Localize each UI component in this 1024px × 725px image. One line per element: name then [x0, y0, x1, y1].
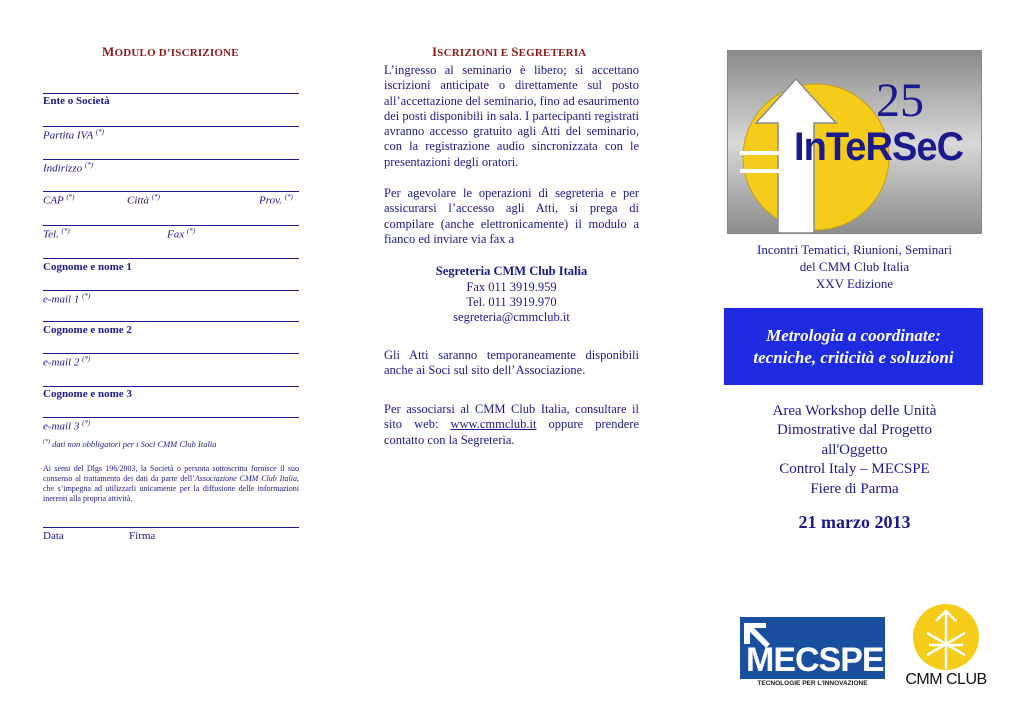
- field-line: [43, 386, 299, 387]
- intersec-logo-number: 25: [876, 74, 924, 127]
- field-line: [43, 225, 299, 226]
- firma-field[interactable]: Firma: [129, 530, 156, 542]
- email3-field[interactable]: e-mail 3 (*): [43, 419, 91, 433]
- secretariat-fax: Fax 011 3919.959: [466, 280, 557, 294]
- info-title: ISCRIZIONI E SEGRETERIA: [432, 44, 587, 59]
- field-line: [43, 321, 299, 322]
- venue-line-1: Area Workshop delle Unità: [772, 403, 937, 419]
- cmm-club-logo: [905, 603, 987, 693]
- partita-iva-field[interactable]: Partita IVA (*): [43, 128, 104, 142]
- topic-banner-line-1: Metrologia a coordinate:: [766, 325, 941, 345]
- prov-field[interactable]: Prov. (*): [259, 193, 293, 207]
- intersec-logo: [727, 50, 982, 234]
- cap-field[interactable]: CAP (*): [43, 193, 75, 207]
- field-line: [43, 527, 299, 528]
- info-paragraph-4: Per associarsi al CMM Club Italia, consultare il sito web: www.cmmclub.it oppure prendere contatto con la Segreteria.: [384, 402, 639, 447]
- mecspe-logo: [740, 617, 885, 689]
- field-line: [43, 417, 299, 418]
- form-title: MODULO D’ISCRIZIONE: [102, 44, 239, 59]
- topic-banner-line-2: tecniche, criticità e soluzioni: [753, 347, 954, 367]
- mecspe-logo-text: MECSPE: [746, 641, 884, 679]
- field-line: [43, 258, 299, 259]
- secretariat-name: Segreteria CMM Club Italia: [435, 264, 588, 278]
- info-paragraph-2: Per agevolare le operazioni di segreteria e per assicurarsi l’accesso agli Atti, si prega di compilare (anche elettronicamente) il modulo a fianco ed inviare via fax a: [384, 186, 639, 246]
- email2-field[interactable]: e-mail 2 (*): [43, 355, 91, 369]
- field-line: [43, 191, 299, 192]
- event-date: 21 marzo 2013: [798, 512, 911, 532]
- indirizzo-field[interactable]: Indirizzo (*): [43, 161, 94, 175]
- data-field[interactable]: Data: [43, 530, 64, 542]
- secretariat-tel: Tel. 011 3919.970: [466, 295, 557, 309]
- field-line: [43, 126, 299, 127]
- fax-field[interactable]: Fax (*): [167, 227, 196, 241]
- cmm-club-logo-text: CMM CLUB: [905, 671, 987, 688]
- venue-line-2: Dimostrative dal Progetto: [777, 422, 932, 438]
- website-link[interactable]: www.cmmclub.it: [450, 417, 537, 432]
- intersec-logo-text: InTeRSeC: [794, 125, 964, 169]
- venue-line-4: Control Italy – MECSPE: [779, 461, 930, 477]
- tel-field[interactable]: Tel. (*): [43, 227, 70, 241]
- info-paragraph-1: L’ingresso al seminario è libero; si accettano iscrizioni anticipate o direttamente sul posto all’accettazione del seminario, fino ad esaurimento dei posti disponibili in sala. I partecipanti registrati avranno accesso gratuito agli Atti del seminario, con la registrazione audio sincronizzata con le presentazioni degli oratori.: [384, 63, 639, 169]
- info-paragraph-3: Gli Atti saranno temporaneamente disponibili anche ai Soci sul sito dell’Associazione.: [384, 348, 639, 378]
- venue-line-5: Fiere di Parma: [810, 481, 899, 497]
- mecspe-logo-box: [740, 617, 885, 679]
- cognome2-field[interactable]: Cognome e nome 2: [43, 324, 132, 336]
- field-line: [43, 353, 299, 354]
- field-line: [43, 290, 299, 291]
- privacy-note: Ai sensi del Dlgs 196/2003, la Società o persona sottoscritta fornisce il suo consenso al trattamento dei dati da parte dell’Associazione CMM Club Italia, che s’impegna ad utilizzarli unicamente per la diffusione delle informazioni inerenti alla propria attività.: [43, 464, 300, 503]
- topic-banner: [724, 308, 983, 385]
- field-line: [43, 93, 299, 94]
- cognome3-field[interactable]: Cognome e nome 3: [43, 388, 132, 400]
- mecspe-tagline: TECNOLOGIE PER L'INNOVAZIONE: [757, 680, 868, 687]
- cognome1-field[interactable]: Cognome e nome 1: [43, 261, 132, 273]
- venue-line-3: all'Oggetto: [821, 442, 888, 458]
- citta-field[interactable]: Città (*): [127, 193, 160, 207]
- cover-subtitle-2: del CMM Club Italia: [799, 259, 910, 274]
- email1-field[interactable]: e-mail 1 (*): [43, 292, 91, 306]
- cover-subtitle-3: XXV Edizione: [815, 276, 894, 291]
- ente-field[interactable]: Ente o Società: [43, 95, 110, 107]
- optional-note: (*) dati non obbligatori per i Soci CMM Club Italia: [43, 438, 217, 449]
- cover-subtitle-1: Incontri Tematici, Riunioni, Seminari: [757, 242, 952, 257]
- secretariat-email[interactable]: segreteria@cmmclub.it: [453, 310, 570, 324]
- field-line: [43, 159, 299, 160]
- cmm-club-logo-graphic: [905, 603, 987, 673]
